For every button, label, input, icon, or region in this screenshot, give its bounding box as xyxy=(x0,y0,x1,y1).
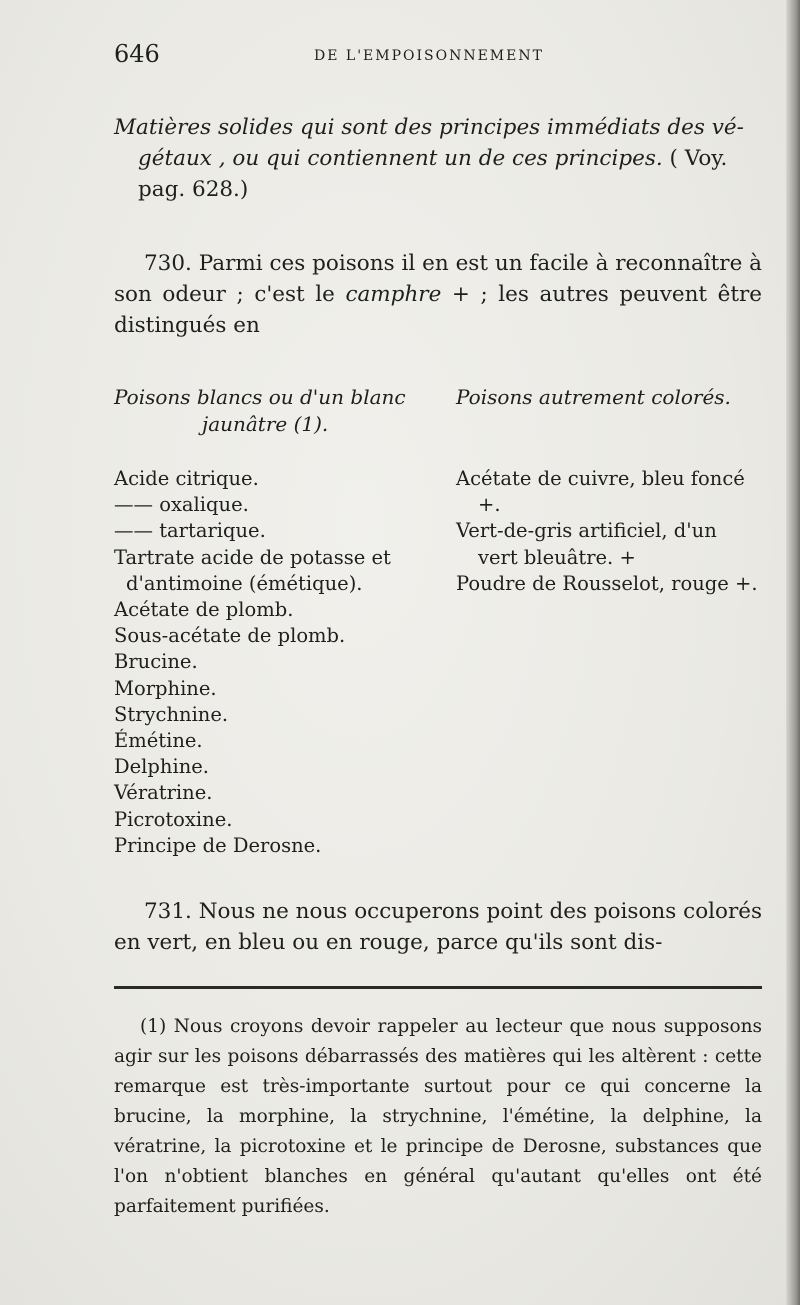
list-item: Vératrine. xyxy=(114,781,213,805)
list-item: Brucine. xyxy=(114,650,198,674)
list-item: Acétate de cuivre, bleu foncé +. xyxy=(456,467,745,517)
paragraph-text: Parmi ces poisons il en est un facile à reconnaître à son odeur ; c'est le xyxy=(114,251,762,307)
list-item: Tartrate acide de potasse et d'antimoine (émétique). xyxy=(114,545,391,595)
column-heading xyxy=(114,384,444,438)
page-number: 646 xyxy=(114,40,160,68)
page-reference: ( Voy. pag. 628.) xyxy=(138,146,728,202)
column-colored-poisons xyxy=(456,384,761,597)
paragraph-number: 730. xyxy=(144,251,192,276)
column-heading-line2: jaunâtre (1). xyxy=(202,412,329,436)
list-item: Delphine. xyxy=(114,755,209,779)
colored-poisons-list xyxy=(456,466,761,597)
list-item: —— oxalique. xyxy=(114,493,249,517)
white-poisons-list xyxy=(114,466,444,859)
footnote-text: Nous croyons devoir rappeler au lecteur que nous supposons agir sur les poisons débarrassés des matières qui les altèrent : cette remarque est très-importante surtout pour ce qui concerne la brucine, la morphine, la strychnine, l'émétine, la delphine, la vératrine, la picrotoxine et le principe de Derosne, substances que l'on n'obtient blanches en général qu'autant qu'elles ont été parfaitement purifiées. xyxy=(114,1016,762,1217)
column-heading: Poisons autrement colorés. xyxy=(456,385,731,409)
footnote-mark: (1) xyxy=(140,1016,167,1037)
column-heading-line1: Poisons blancs ou d'un blanc xyxy=(114,385,406,409)
page-binding-shadow xyxy=(786,0,800,1305)
running-title: DE L'EMPOISONNEMENT xyxy=(314,48,544,64)
section-intro xyxy=(114,112,762,205)
list-item: Poudre de Rousselot, rouge +. xyxy=(456,571,758,595)
list-item: Émétine. xyxy=(114,729,203,753)
list-item: Morphine. xyxy=(114,676,217,700)
footnote-divider xyxy=(114,986,762,989)
paragraph-text-end: + ; les autres peuvent être distingués en xyxy=(114,282,763,338)
paragraph-731 xyxy=(114,896,762,958)
footnote xyxy=(114,1012,762,1222)
column-white-poisons xyxy=(114,384,444,859)
paragraph-730 xyxy=(114,248,762,341)
list-item: Acide citrique. xyxy=(114,467,259,490)
list-item: Principe de Derosne. xyxy=(114,833,322,857)
list-item: Acétate de plomb. xyxy=(114,598,294,622)
paragraph-number: 731. xyxy=(144,899,192,924)
emphasis-camphre: camphre xyxy=(345,282,442,307)
list-item: Sous-acétate de plomb. xyxy=(114,624,346,648)
intro-text: gétaux , ou qui contiennent un de ces principes. xyxy=(138,146,663,171)
list-item: Strychnine. xyxy=(114,702,229,726)
list-item: —— tartarique. xyxy=(114,519,266,543)
intro-line-rest xyxy=(114,143,762,205)
running-head xyxy=(114,40,764,76)
list-item: Vert-de-gris artificiel, d'un vert bleuâtre. + xyxy=(456,519,717,569)
list-item: Picrotoxine. xyxy=(114,807,233,831)
paragraph-text: Nous ne nous occuperons point des poisons colorés en vert, en bleu ou en rouge, parce qu'ils sont dis- xyxy=(114,899,762,955)
intro-line-first: Matières solides qui sont des principes immédiats des vé- xyxy=(114,115,744,140)
